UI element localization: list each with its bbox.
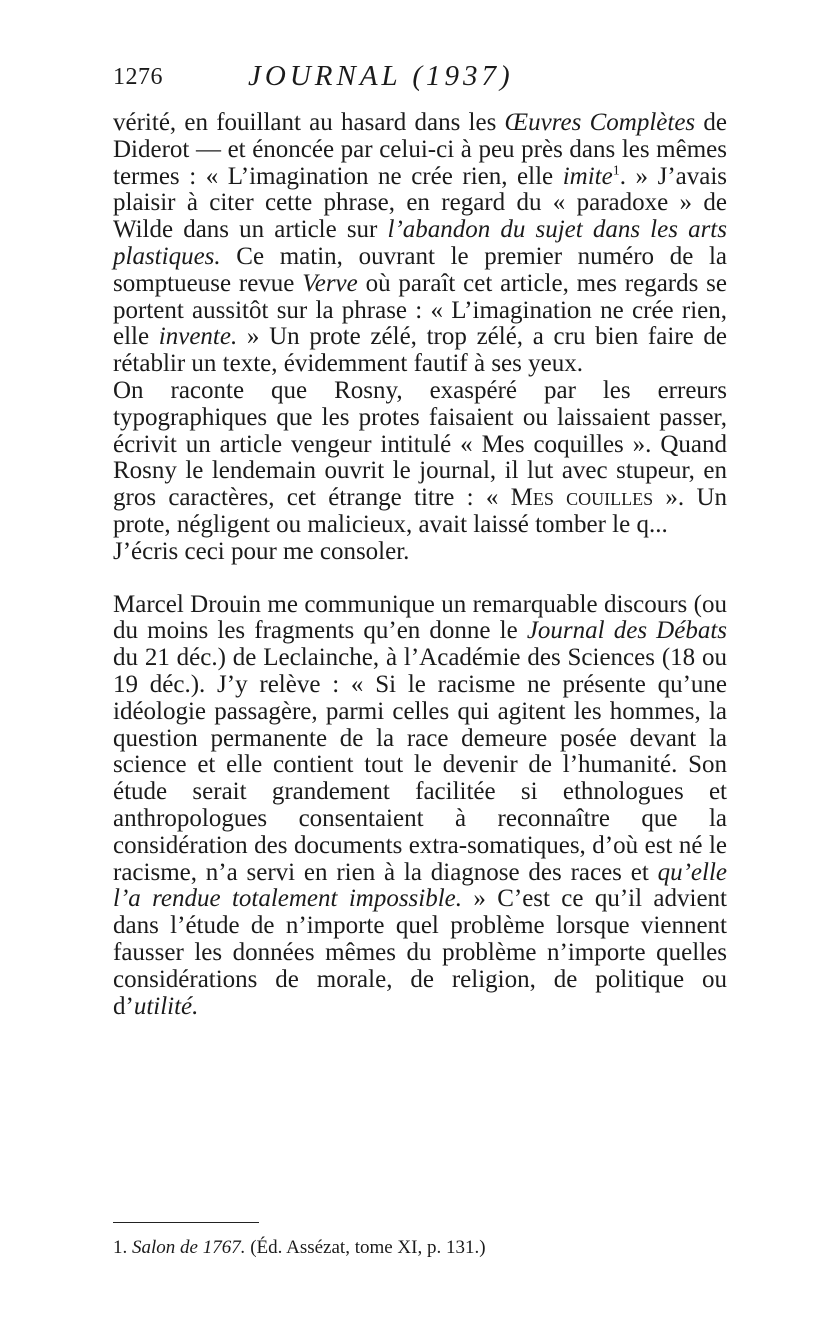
running-title: JOURNAL (1937) bbox=[248, 60, 514, 92]
running-head bbox=[113, 60, 727, 100]
paragraph: Marcel Drouin me communique un remarquable discours (ou du moins les fragments qu’en donne le Journal des Débats du 21 déc.) de Leclainche, à l’Académie des Sciences (18 ou 19 déc.). J’y relève : « Si le racisme ne présente qu’une idéologie passagère, parmi celles qui agitent les hommes, la question permanente de la race demeure posée devant la science et elle contient tout le devenir de l’humanité. Son étude serait grandement facilitée si ethnologues et anthropologues consentaient à reconnaître que la considération des documents extra-somatiques, d’où est né le racisme, n’a servi en rien à la diagnose des races et qu’elle l’a rendue totalement impossible. » C’est ce qu’il advient dans l’étude de n’importe quel problème lorsque viennent fausser les données mêmes du problème n’importe quelles considérations de morale, de religion, de politique ou d’utilité. bbox=[113, 590, 728, 1020]
paragraph: On raconte que Rosny, exaspéré par les erreurs typographiques que les protes faisaient ou laissaient passer, écrivit un article vengeur intitulé « Mes coquilles ». Quand Rosny le lendemain ouvrit le journal, il lut avec stupeur, en gros caractères, cet étrange titre : « Mes couilles ». Un prote, négligent ou malicieux, avait laissé tomber le q... bbox=[113, 376, 727, 538]
footnote-rule bbox=[113, 1222, 259, 1223]
paragraph: vérité, en fouillant au hasard dans les Œuvres Complètes de Diderot — et énoncée par celui-ci à peu près dans les mêmes termes : « L’imagination ne crée rien, elle imite$^1$. » J’avais plaisir à citer cette phrase, en regard du « paradoxe » de Wilde dans un article sur l’abandon du sujet dans les arts plastiques. Ce matin, ouvrant le premier numéro de la somptueuse revue Verve où paraît cet article, mes regards se portent aussitôt sur la phrase : « L’imagination ne crée rien, elle invente. » Un prote zélé, trop zélé, a cru bien faire de rétablir un texte, évidemment fautif à ses yeux. bbox=[113, 109, 728, 378]
page-number: 1276 bbox=[113, 64, 163, 90]
paragraph: J’écris ceci pour me consoler. bbox=[113, 537, 410, 565]
footnote: 1. Salon de 1767. (Éd. Assézat, tome XI, p. 131.) bbox=[113, 1237, 486, 1258]
body-text bbox=[113, 110, 727, 1020]
footnote-reference[interactable]: 1 bbox=[612, 163, 620, 179]
